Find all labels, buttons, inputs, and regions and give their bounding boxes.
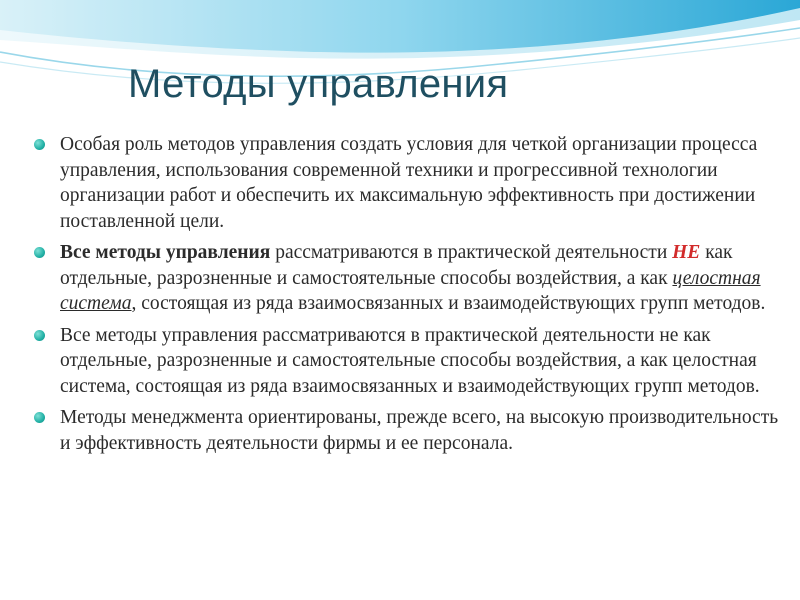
- bullet-list: [34, 132, 784, 462]
- underlined-term: целостная система: [60, 267, 761, 314]
- bullet-item-4: [34, 405, 784, 456]
- bullet-icon: [34, 139, 45, 150]
- bullet-text: Методы менеджмента ориентированы, прежде всего, на высокую производительность и эффективность деятельности фирмы и ее персонала.: [60, 407, 779, 454]
- bullet-item-2: [34, 240, 784, 317]
- bullet-text-part: рассматриваются в практической деятельности: [270, 242, 673, 263]
- bullet-icon: [34, 247, 45, 258]
- slide-title: Методы управления: [128, 62, 509, 106]
- bullet-text-part: , состоящая из ряда взаимосвязанных и взаимодействующих групп методов.: [131, 293, 766, 314]
- bullet-icon: [34, 412, 45, 423]
- bullet-text: Все методы управления рассматриваются в практической деятельности не как отдельные, разрозненные и самостоятельные способы воздействия, а как целостная система, состоящая из ряда взаимосвязанных и взаимодействующих групп методов.: [60, 324, 760, 397]
- bullet-text-part: как отдельные, разрозненные и самостоятельные способы воздействия, а как: [60, 242, 733, 289]
- bullet-text: Особая роль методов управления создать условия для четкой организации процесса управления, использования современной техники и прогрессивной технологии организации работ и обеспечить их максимальную эффективность при достижении поставленной цели.: [60, 134, 758, 232]
- bullet-item-3: [34, 323, 784, 400]
- bullet-item-1: [34, 132, 784, 234]
- bold-lead-text: Все методы управления: [60, 242, 271, 263]
- emphasis-ne: НЕ: [672, 242, 701, 263]
- bullet-icon: [34, 330, 45, 341]
